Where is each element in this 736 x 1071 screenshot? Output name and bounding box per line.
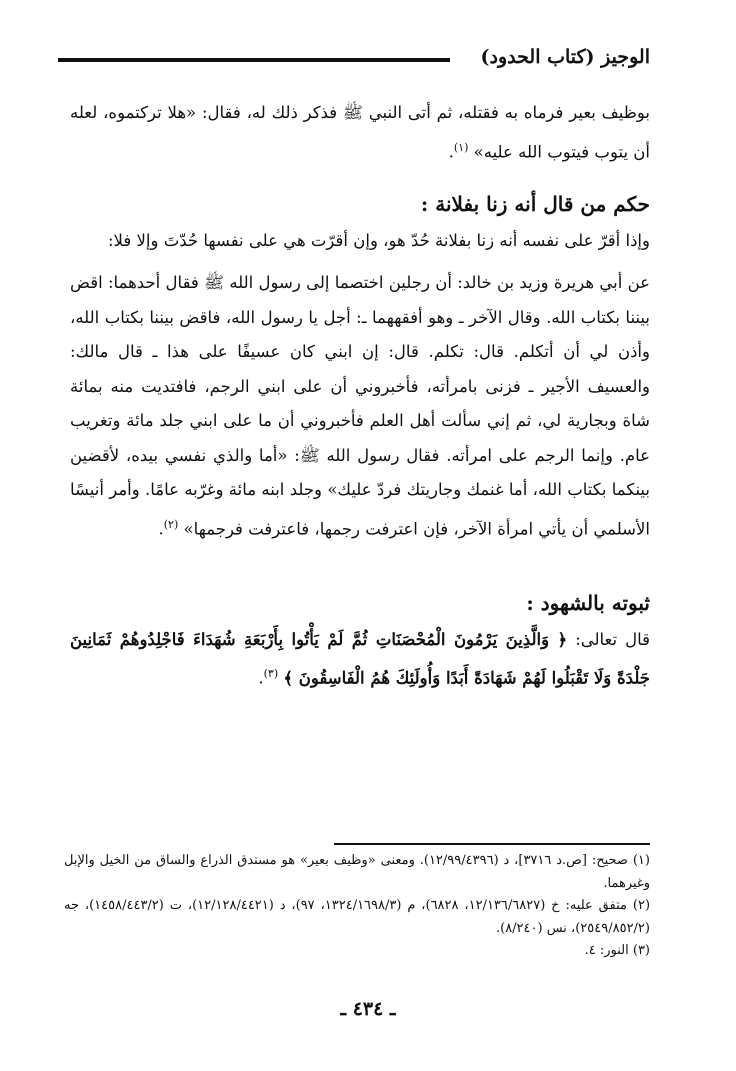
running-title: الوجيز (كتاب الحدود) xyxy=(480,46,650,68)
footnote-3: (٣) النور: ٤. xyxy=(584,943,650,958)
intro-text: بوظيف بعير فرماه به فقتله، ثم أتى النبي ﷺ فذكر ذلك له، فقال: «هلا تركتموه، لعله أن يتوب فيتوب الله عليه» xyxy=(70,103,650,161)
header-rule xyxy=(58,58,450,62)
page-number: ـ ٤٣٤ ـ xyxy=(340,998,396,1020)
section-heading-naming-partner: حكم من قال أنه زنا بفلانة : xyxy=(420,191,650,216)
main-text xyxy=(70,96,650,696)
footnote-ref-3: (٣) xyxy=(263,667,279,680)
footnote-rule xyxy=(334,843,650,845)
paragraph-hadith: عن أبي هريرة وزيد بن خالد: أن رجلين اختصما إلى رسول الله ﷺ فقال أحدهما: اقض بيننا بكتاب الله. وقال الآخر ـ وهو أفقههما ـ: أجل يا رسول الله، فاقض بيننا بكتاب الله، وأذن لي أن أتكلم. قال: تكلم. قال: إن ابني كان عسيفًا على هذا ـ قال مالك: والعسيف الأجير ـ فزنى بامرأته، فأخبروني أن على ابني الرجم، فافتديت منه بمائة شاة وبجارية لي، ثم إني سألت أهل العلم فأخبروني أن ما على ابني جلد مائة وتغريب عام. وإنما الرجم على امرأته. فقال رسول الله ﷺ: «أما والذي نفسي بيده، لأقضين بينكما بكتاب الله، أما غنمك وجاريتك فردّ عليك» وجلد ابنه مائة وغرّبه عامًا. وأمر أنيسًا الأسلمي أن يأتي امرأة الآخر، فإن اعترفت رجمها، فاعترفت فرجمها» $^{(٢)}$. xyxy=(70,273,650,538)
intro-paragraph: بوظيف بعير فرماه به فقتله، ثم أتى النبي ﷺ فذكر ذلك له، فقال: «هلا تركتموه، لعله أن يتوب فيتوب الله عليه» $^{(١)}$. xyxy=(70,103,650,161)
running-header xyxy=(58,46,650,74)
footnote-1: (١) صحيح: [ص.د ٣٧١٦]، د (١٢/٩٩/٤٣٩٦). ومعنى «وظيف بعير» هو مستدق الذراع والساق من الخيل والإبل وغيرهما. xyxy=(64,853,650,891)
footnote-2: (٢) متفق عليه: خ (١٢/١٣٦/٦٨٢٧، ٦٨٢٨)، م (١٣٢٤/١٦٩٨/٣، ٩٧)، د (١٢/١٢٨/٤٤٢١)، ت (١٤٥٨/٤٤٣/٢)، جه (٢٥٤٩/٨٥٢/٢)، نس (٨/٢٤٠). xyxy=(64,898,651,936)
section-heading-witnesses: ثبوته بالشهود : xyxy=(526,590,650,615)
paragraph-confession: وإذا أقرّ على نفسه أنه زنا بفلانة حُدّ هو، وإن أقرّت هي على نفسها حُدّتَ وإلا فلا: xyxy=(107,230,650,250)
footnotes xyxy=(64,850,650,963)
paragraph-quran: قال تعالى: ﴿ وَالَّذِينَ يَرْمُونَ الْمُحْصَنَاتِ ثُمَّ لَمْ يَأْتُوا بِأَرْبَعَةِ شُهَدَاءَ فَاجْلِدُوهُمْ ثَمَانِينَ جَلْدَةً وَلَا تَقْبَلُوا لَهُمْ شَهَادَةً أَبَدًا وَأُولَئِكَ هُمُ الْفَاسِقُونَ ﴾ $^{(٣)}$. xyxy=(70,629,650,688)
footnote-ref-1: (١) xyxy=(453,140,469,154)
hadith-text: عن أبي هريرة وزيد بن خالد: أن رجلين اختصما إلى رسول الله ﷺ فقال أحدهما: اقض بيننا بكتاب الله. وقال الآخر ـ وهو أفقههما ـ: أجل يا رسول الله، فاقض بيننا بكتاب الله، وأذن لي أن أتكلم. قال: تكلم. قال: إن ابني كان عسيفًا على هذا ـ قال مالك: والعسيف الأجير ـ فزنى بامرأته، فأخبروني أن على ابني الرجم، فافتديت منه بمائة شاة وبجارية لي، ثم إني سألت أهل العلم فأخبروني أن ما على ابني جلد مائة وتغريب عام. وإنما الرجم على امرأته. فقال رسول الله ﷺ: «أما والذي نفسي بيده، لأقضين بينكما بكتاب الله، أما غنمك وجاريتك فردّ عليك» وجلد ابنه مائة وغرّبه عامًا. وأمر أنيسًا الأسلمي أن يأتي امرأة الآخر، فإن اعترفت رجمها، فاعترفت فرجمها» xyxy=(70,273,650,538)
quran-verse: ﴿ وَالَّذِينَ يَرْمُونَ الْمُحْصَنَاتِ ثُمَّ لَمْ يَأْتُوا بِأَرْبَعَةِ شُهَدَاءَ فَاجْلِدُوهُمْ ثَمَانِينَ جَلْدَةً وَلَا تَقْبَلُوا لَهُمْ شَهَادَةً أَبَدًا وَأُولَئِكَ هُمُ الْفَاسِقُونَ ﴾ xyxy=(70,629,650,688)
quran-lead: قال تعالى: xyxy=(575,629,650,649)
footnote-ref-2: (٢) xyxy=(163,517,179,531)
